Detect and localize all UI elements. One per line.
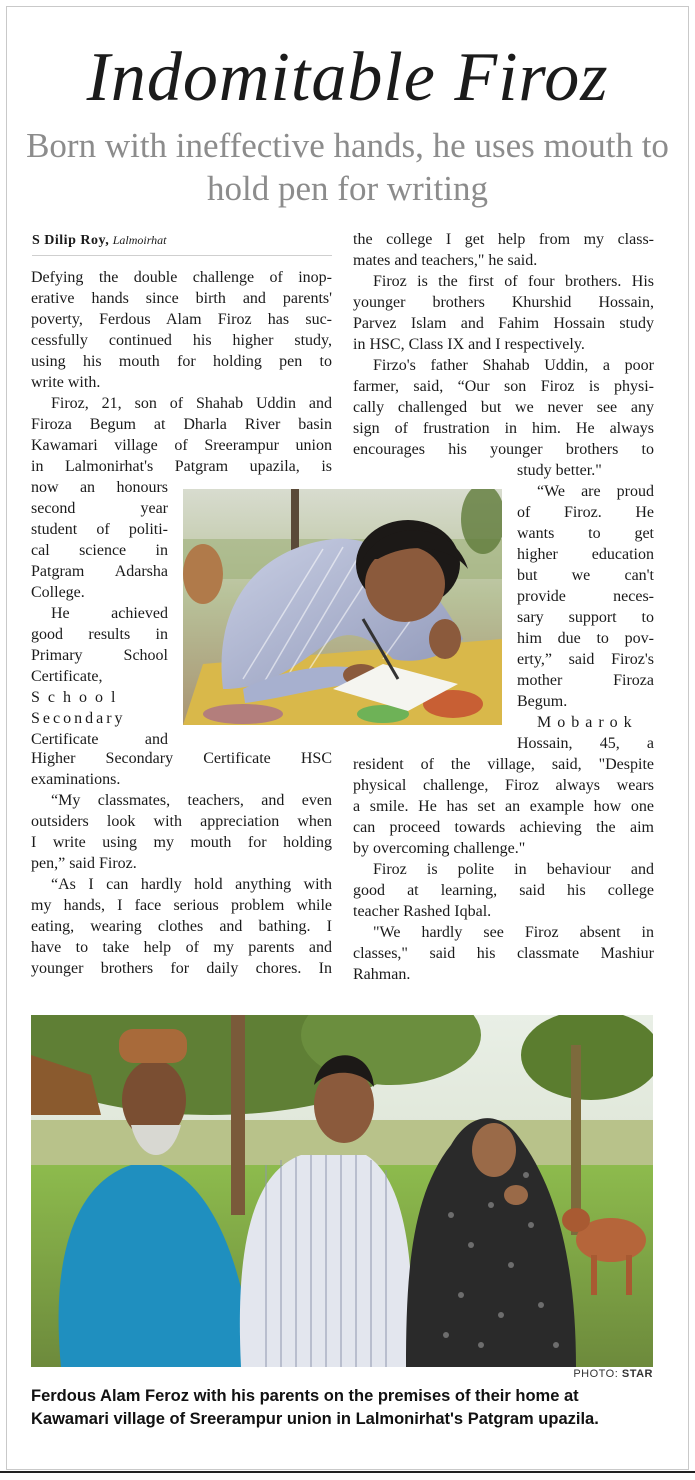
text-line: by overcoming challenge." — [353, 840, 526, 857]
text-line: Begum. — [517, 693, 568, 710]
text-line: Rahman. — [353, 966, 411, 983]
text-line: I write using my mouth for holding — [31, 834, 332, 851]
bottom-rule — [0, 1471, 695, 1473]
text-line: Hossain, 45, a — [517, 735, 654, 752]
text-line: outsiders look with appreciation when — [31, 813, 332, 830]
text-line: wants to get — [517, 525, 654, 542]
text-line: Certificate and — [31, 731, 168, 748]
text-line: using his mouth for holding pen to — [31, 353, 332, 370]
text-line: write with. — [31, 374, 101, 391]
column-1-bottom — [31, 748, 332, 979]
byline-name: S Dilip Roy, — [32, 233, 110, 248]
text-line: poverty, Ferdous Alam Firoz has suc- — [31, 311, 332, 328]
text-line: sign of frustration in him. He always — [353, 420, 654, 437]
photo-credit-source: STAR — [621, 1368, 653, 1380]
text-line: “We are proud — [537, 483, 654, 500]
photo-caption — [31, 1385, 671, 1431]
text-line: Firoz is the first of four brothers. His — [373, 273, 654, 290]
text-line: in HSC, Class IX and I respectively. — [353, 336, 585, 353]
text-line: younger brothers for daily chores. In — [31, 960, 332, 977]
column-2-wrap — [517, 460, 654, 754]
text-line: Secondary — [31, 710, 126, 727]
text-line: mates and teachers," he said. — [353, 252, 538, 269]
text-line: sary support to — [517, 609, 654, 626]
text-line: the college I get help from my class- — [353, 231, 654, 248]
text-line: Certificate, — [31, 668, 103, 685]
column-1-top — [31, 267, 332, 477]
text-line: cal science in — [31, 542, 168, 559]
caption-line: Kawamari village of Sreerampur union in Lalmonirhat's Patgram upazila. — [31, 1410, 599, 1428]
text-line: erative hands since birth and parents' — [31, 290, 332, 307]
text-line: my hands, I face serious problem while — [31, 897, 332, 914]
byline — [32, 229, 332, 256]
column-1-wrap — [31, 477, 168, 750]
text-line: School — [31, 689, 124, 706]
text-line: cally challenged but we never see any — [353, 399, 654, 416]
photo-credit-label: PHOTO: — [573, 1368, 622, 1380]
text-line: Firzo's father Shahab Uddin, a poor — [373, 357, 654, 374]
text-line: encourages his younger brothers to — [353, 441, 654, 458]
text-line: Primary School — [31, 647, 168, 664]
text-line: have to take help of my parents and — [31, 939, 332, 956]
text-line: good results in — [31, 626, 168, 643]
text-line: “My classmates, teachers, and even — [51, 792, 332, 809]
text-line: but we can't — [517, 567, 654, 584]
text-line: Kawamari village of Sreerampur union — [31, 437, 332, 454]
text-line: study better." — [517, 462, 602, 479]
text-line: farmer, said, “Our son Firoz is physi- — [353, 378, 654, 395]
headline: Indomitable Firoz — [86, 39, 609, 116]
text-line: Firoza Begum at Dharla River basin — [31, 416, 332, 433]
text-line: resident of the village, said, "Despite — [353, 756, 654, 773]
text-line: He achieved — [51, 605, 168, 622]
text-line: now an honours — [31, 479, 168, 496]
text-line: mother Firoza — [517, 672, 654, 689]
text-line: Defying the double challenge of inop- — [31, 269, 332, 286]
text-line: Firoz is polite in behaviour and — [373, 861, 654, 878]
byline-place: Lalmoirhat — [112, 233, 167, 247]
text-line: College. — [31, 584, 85, 601]
photo-firoz-with-parents — [31, 1015, 653, 1367]
text-line: pen,” said Firoz. — [31, 855, 137, 872]
text-line: second year — [31, 500, 168, 517]
column-2-bottom — [353, 754, 654, 985]
text-line: "We hardly see Firoz absent in — [373, 924, 654, 941]
text-line: younger brothers Khurshid Hossain, — [353, 294, 654, 311]
text-line: erty,” said Firoz's — [517, 651, 654, 668]
deck: Born with ineffective hands, he uses mouth to hold pen for writing — [26, 126, 669, 208]
caption-line: Ferdous Alam Feroz with his parents on the premises of their home at — [31, 1387, 579, 1405]
text-line: him due to pov- — [517, 630, 654, 647]
text-line: can proceed towards achieving the aim — [353, 819, 654, 836]
text-line: provide neces- — [517, 588, 654, 605]
text-line: Firoz, 21, son of Shahab Uddin and — [51, 395, 332, 412]
text-line: physical challenge, Firoz always wears — [353, 777, 654, 794]
text-line: examinations. — [31, 771, 121, 788]
text-line: teacher Rashed Iqbal. — [353, 903, 492, 920]
text-line: “As I can hardly hold anything with — [51, 876, 332, 893]
text-line: Higher Secondary Certificate HSC — [31, 750, 332, 767]
photo-firoz-writing — [183, 489, 502, 725]
text-line: eating, wearing clothes and bathing. I — [31, 918, 332, 935]
text-line: Patgram Adarsha — [31, 563, 168, 580]
text-line: classes," said his classmate Mashiur — [353, 945, 654, 962]
text-line: cessfully continued his higher study, — [31, 332, 332, 349]
text-line: Parvez Islam and Fahim Hossain study — [353, 315, 654, 332]
text-line: good at learning, said his college — [353, 882, 654, 899]
text-line: of Firoz. He — [517, 504, 654, 521]
column-2-top — [353, 229, 654, 460]
text-line: student of politi- — [31, 521, 168, 538]
photo-credit — [520, 1368, 653, 1380]
text-line: higher education — [517, 546, 654, 563]
text-line: Mobarok — [537, 714, 638, 731]
text-line: in Lalmonirhat's Patgram upazila, is — [31, 458, 332, 475]
text-line: a smile. He has set an example how one — [353, 798, 654, 815]
